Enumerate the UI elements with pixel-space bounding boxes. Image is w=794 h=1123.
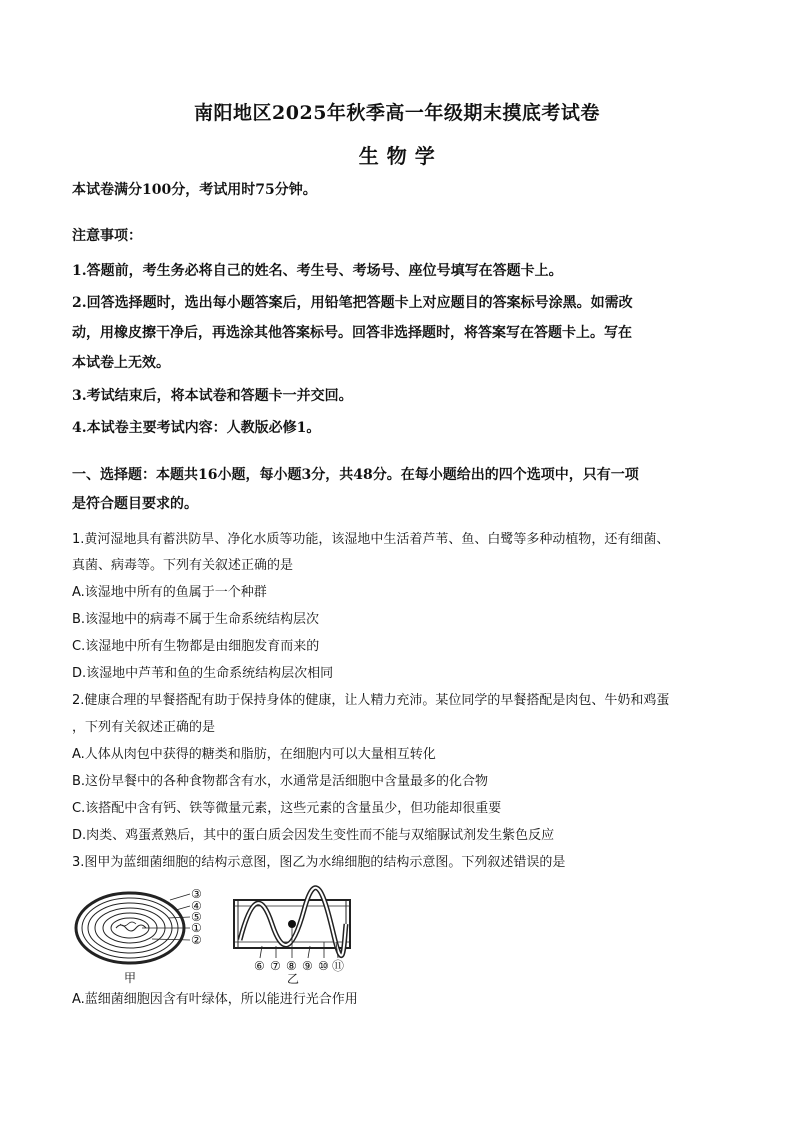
- marker-label: ⑧: [286, 959, 297, 973]
- marker-label: ⑥: [254, 959, 265, 973]
- notice-item: 2.回答选择题时，选出每小题答案后，用铅笔把答题卡上对应题目的答案标号涂黑。如需改: [72, 295, 633, 311]
- section-heading: 一、选择题：本题共16小题，每小题3分，共48分。在每小题给出的四个选项中，只有一项: [72, 467, 639, 483]
- exam-title: 南阳地区2025年秋季高一年级期末摸底考试卷: [194, 102, 600, 124]
- cell-diagram: [72, 884, 362, 984]
- notice-item: 动，用橡皮擦干净后，再选涂其他答案标号。回答非选择题时，将答案写在答题卡上。写在: [72, 325, 632, 341]
- marker-label: ⑤: [191, 910, 202, 924]
- figure-label-yi: 乙: [287, 972, 300, 984]
- subject-title: 生 物 学: [358, 144, 436, 168]
- marker-label: ②: [191, 933, 202, 947]
- marker-label: ①: [191, 921, 202, 935]
- question-stem: 3.图甲为蓝细菌细胞的结构示意图，图乙为水绵细胞的结构示意图。下列叙述错误的是: [72, 855, 566, 870]
- marker-label: ③: [191, 887, 202, 901]
- question-stem: 2.健康合理的早餐搭配有助于保持身体的健康，让人精力充沛。某位同学的早餐搭配是肉包、牛奶和鸡蛋: [72, 693, 670, 708]
- section-heading-cont: 是符合题目要求的。: [72, 496, 198, 512]
- marker-label: ⑦: [270, 959, 281, 973]
- option-d: D.肉类、鸡蛋煮熟后，其中的蛋白质会因发生变性而不能与双缩脲试剂发生紫色反应: [72, 828, 555, 843]
- option-d: D.该湿地中芦苇和鱼的生命系统结构层次相同: [72, 666, 334, 681]
- question-stem: 1.黄河湿地具有蓄洪防旱、净化水质等功能，该湿地中生活着芦苇、鱼、白鹭等多种动植物，还有细菌、: [72, 532, 670, 547]
- marker-label: ⑩: [318, 959, 329, 973]
- question-stem: 真菌、病毒等。下列有关叙述正确的是: [72, 558, 294, 573]
- option-c: C.该湿地中所有生物都是由细胞发育而来的: [72, 639, 320, 654]
- marker-label: ⑪: [332, 959, 345, 973]
- cell-diagram-figure: [72, 884, 362, 984]
- option-a: A.该湿地中所有的鱼属于一个种群: [72, 585, 267, 600]
- notice-item: 本试卷上无效。: [72, 355, 170, 371]
- marker-label: ⑨: [302, 959, 313, 973]
- spirogyra-markers: [254, 959, 344, 984]
- question-stem: ，下列有关叙述正确的是: [72, 720, 216, 735]
- notice-heading: 注意事项：: [72, 228, 142, 244]
- notice-item: 3.考试结束后，将本试卷和答题卡一并交回。: [72, 388, 353, 404]
- option-a: A.人体从肉包中获得的糖类和脂肪，在细胞内可以大量相互转化: [72, 747, 436, 762]
- notice-item: 4.本试卷主要考试内容：人教版必修1。: [72, 420, 321, 436]
- cyanobacterium-diagram: [76, 893, 190, 963]
- option-b: B.这份早餐中的各种食物都含有水，水通常是活细胞中含量最多的化合物: [72, 774, 489, 789]
- option-c: C.该搭配中含有钙、铁等微量元素，这些元素的含量虽少，但功能却很重要: [72, 801, 502, 816]
- marker-label: ④: [191, 899, 202, 913]
- exam-intro: 本试卷满分100分，考试用时75分钟。: [72, 182, 317, 198]
- option-b: B.该湿地中的病毒不属于生命系统结构层次: [72, 612, 320, 627]
- notice-item: 1.答题前，考生务必将自己的姓名、考生号、考场号、座位号填写在答题卡上。: [72, 263, 563, 279]
- spirogyra-diagram: [234, 888, 350, 958]
- option-a: A.蓝细菌细胞因含有叶绿体，所以能进行光合作用: [72, 992, 358, 1007]
- figure-label-jia: 甲: [124, 971, 137, 984]
